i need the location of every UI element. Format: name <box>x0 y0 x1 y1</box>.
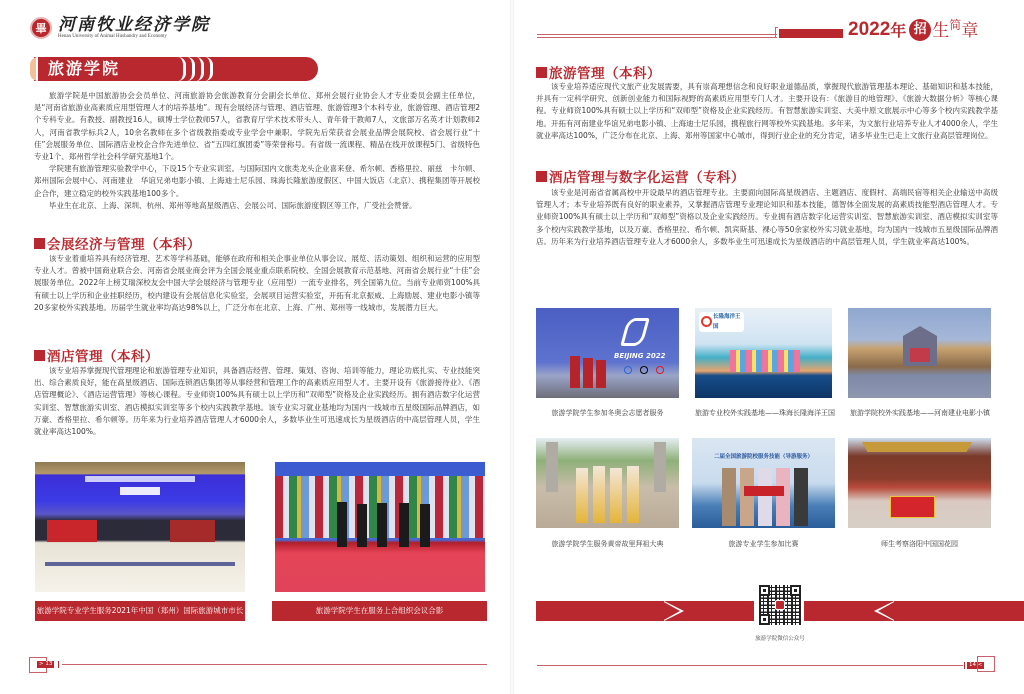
right-page <box>512 0 1024 694</box>
photo-sco-meeting <box>275 462 485 592</box>
gallery-caption: 旅游专业校外实践基地——珠海长隆海洋王国 <box>695 409 835 417</box>
photo-chimelong-ocean-kingdom: 长隆海洋王国 <box>695 308 832 398</box>
qr-logo-icon <box>775 600 785 610</box>
school-intro <box>34 90 480 212</box>
university-name-en: Henan University of Animal Husbandry and Economy <box>58 34 167 39</box>
header-rule <box>537 34 777 35</box>
photo-caption-mayors-forum: 旅游学院专业学生服务2021年中国（郑州）国际旅游城市市长论坛 <box>35 601 245 621</box>
brochure-title: 2022 年 招 生 简 章 <box>848 18 979 41</box>
intro-paragraph: 旅游学院是中国旅游协会会员单位、河南旅游协会旅游教育分会副会长单位、郑州会展行业协会人才专业委员会副主任单位，是“河南省旅游业高素质应用型管理人才的培养基地”。现有会展经济与管理、酒店管理、旅游管理3个本科专业，旅游管理、酒店管理2个专科专业。有教授、副教授16人，硕博士学位教师57人，省教育厅学术技术带头人、青年骨干教师7人，文旅部万名英才计划教师2人，河南省教学标兵2人，10余名教师在多个省级教指委或专业学会中兼职。学院先后荣获省会展业品牌会展院校、省会展行业“十佳”会展服务单位、国际酒店业校企合作先进单位、省“五四红旗团委”等荣誉称号。有省级一流课程、精品在线开放课程5门、省级特色专业1个、郑州哲学社会科学研究基地1个。 <box>34 91 480 162</box>
square-bullet-icon <box>536 67 547 78</box>
university-logo <box>30 16 210 40</box>
square-bullet-icon <box>34 350 45 361</box>
square-bullet-icon <box>34 238 45 249</box>
university-emblem-icon: 畢 <box>30 17 52 39</box>
intro-paragraph: 学院建有旅游管理实验教学中心，下设15个专业实训室。与国际国内文旅类龙头企业喜来登、希尔顿、香格里拉、丽兹 卡尔顿、郑州国际会展中心、河南建业 华谊兄弟电影小镇、上海迪士尼乐园、珠海长隆旅游度假区、中国大饭店（北京）、携程集团等开展校企合作，建立稳定的校外实践基地100多个。 <box>34 164 480 198</box>
wechat-qr-code[interactable] <box>758 584 802 626</box>
footer-rule <box>62 664 487 665</box>
chevron-decoration-icon <box>178 57 214 81</box>
banner-cap <box>30 57 38 81</box>
section-body-exhibition: 该专业着重培养具有经济管理、艺术等学科基础，能够在政府和相关企事业单位从事会议、展览、活动策划、组织和运营的应用型专业人才。曾被中国商业联合会、河南省会展业商会评为全国会展业重点联系院校、全国会展教育示范基地、河南省会展行业“十佳”会展服务单位。2022年上榜艾瑞深校友会中国大学会展经济与管理专业（应用型）一流专业排名，列全国第九位。当前专业师资100%具有硕士以上学历和企业挂职经历，校内建设有会展信息化实验室，会展项目运营实验室，开拓有北京振威、上海励展、建业电影小镇等20多家校外实践基地。历届学生就业率均高达98%以上，广泛分布在北京、上海、广州、郑州等一线城市，发展潜力巨大。 <box>34 254 480 312</box>
footer-rule <box>537 665 963 666</box>
photo-luoyang-peony-garden <box>848 438 991 528</box>
qr-band-right <box>804 601 1024 621</box>
section-body-tourism: 该专业培养适应现代文旅产业发展需要，具有崇高理想信念和良好职业道德品质，掌握现代旅游管理基本理论、基础知识和基本技能，并具有一定科学研究、创新创业能力和国际视野的高素质应用型专门人才。主要开设有：《旅游目的地管理》、《旅游大数据分析》等核心课程。专业师资100%具有硕士以上学历和“双师型”资格及企业实践经历。有智慧旅游实训室、大美中原文旅展示中心等多个校内实践教学基地。开拓有河南建业华谊兄弟电影小镇、上海迪士尼乐园，携程旅行网等校外实践基地。多年来，为文旅行业培养专业人才4000余人，学生就业率高达100%，广泛分布在北京、上海、郑州等国家中心城市，得到行业企业的充分肯定，诸多毕业生已走上文旅行业高层管理岗位。 <box>536 82 998 140</box>
photo-winter-olympics: BEIJING 2022 <box>536 308 679 398</box>
qr-band-left <box>536 601 754 621</box>
school-title: 旅游学院 <box>48 59 121 78</box>
qr-code-icon <box>759 585 801 625</box>
square-bullet-icon <box>536 171 547 182</box>
school-banner <box>34 57 318 81</box>
page-number: 14 < <box>969 662 983 668</box>
gallery-caption: 旅游学院校外实践基地——河南建业电影小镇 <box>850 409 990 417</box>
gallery-caption: 旅游学院学生参加冬奥会志愿者服务 <box>551 409 664 417</box>
gallery-caption: 旅游学院学生服务黄帝故里拜祖大典 <box>551 540 664 548</box>
photo-ancestor-ceremony <box>536 438 679 528</box>
photo-caption-sco-meeting: 旅游学院学生在服务上合组织会议合影 <box>272 601 487 621</box>
page-bar <box>58 661 59 668</box>
zhao-circle-badge: 招 <box>909 19 931 41</box>
section-heading-hotel-digital: 酒店管理与数字化运营（专科） <box>536 166 745 186</box>
page-number: > 13 <box>39 661 53 667</box>
section-heading-tourism: 旅游管理（本科） <box>536 62 661 82</box>
header-bracket <box>775 27 778 38</box>
qr-label: 旅游学院微信公众号 <box>755 636 805 642</box>
page-bar <box>964 662 965 669</box>
intro-paragraph: 毕业生在北京、上海、深圳、杭州、郑州等地高星级酒店、会展公司、国际旅游度假区等工作，广受社会赞誉。 <box>49 200 417 210</box>
brochure-year: 2022 <box>848 19 891 40</box>
photo-film-town <box>848 308 991 398</box>
header-rule <box>537 37 777 38</box>
section-heading-hotel: 酒店管理（本科） <box>34 345 159 365</box>
photo-skills-competition: 二届全国旅游院校服务技能（导游服务） <box>692 438 835 528</box>
section-heading-exhibition: 会展经济与管理（本科） <box>34 233 201 253</box>
header-bar <box>779 29 843 38</box>
section-body-hotel: 该专业培养掌握现代管理理论和旅游管理专业知识，具备酒店经营、管理、策划、咨询、培训等能力，理论功底扎实、专业技能突出、综合素质良好，能在高星级酒店、国际连锁酒店集团等从事经营和管理工作的高素质应用型人才。主要开设有《旅游接待业》、《酒店管理概论》、《酒店运营管理》等核心课程。专业师资100%具有硕士以上学历和“双师型”资格及企业实践经历。拥有酒店数字化运营实训室、智慧旅游实训室、酒店模拟实训室等多个校内实践教学基地。该专业实习就业基地均为国内一线城市五星级国际品牌酒店，如万豪、香格里拉、希尔顿等。历年来为行业培养酒店管理人才6000余人，多数毕业生可迅速成长为星级酒店的中高层管理人员，学生就业率高达100%。 <box>34 366 480 437</box>
gallery-caption: 旅游专业学生参加比赛 <box>728 540 799 548</box>
section-body-hotel-digital: 该专业是河南省省属高校中开设最早的酒店管理专业。主要面向国际高星级酒店、主题酒店、度假村、高端民宿等相关企业输送中高级管理人才；本专业培养既有良好的职业素养，又掌握酒店管理专业理论知识和基本技能，德智体全面发展的高素质技能型酒店管理人才。专业师资100%具有硕士以上学历和“双师型”资格以及企业实践经历。专业拥有酒店数字化运营实训室、智慧旅游实训室、酒店模拟实训室等多个校内实践教学基地，以及万豪、香格里拉、希尔顿、凯宾斯基、裸心等50余家校外实习就业基地，均为国内一线城市五星级国际品牌酒店。历年来为行业培养酒店管理专业人才6000余人，多数毕业生可迅速成长为星级酒店的中高层管理人员，学生就业率高达100%。 <box>536 188 998 246</box>
page-tag-frame <box>977 656 995 672</box>
gallery-caption: 师生考察洛阳中国国花园 <box>881 540 958 548</box>
photo-mayors-forum <box>35 462 245 592</box>
university-name-cn: 河南牧业经济学院 <box>58 15 210 35</box>
